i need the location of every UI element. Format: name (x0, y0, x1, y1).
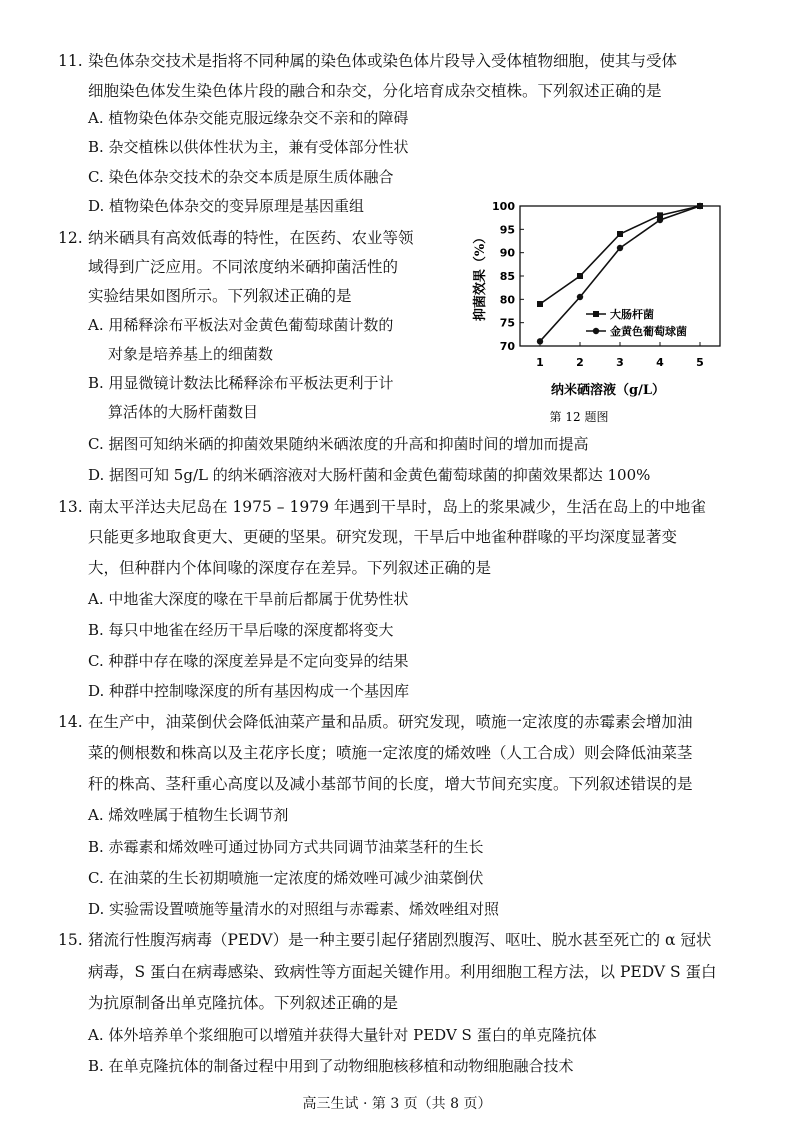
question-stem-line: 病毒，S 蛋白在病毒感染、致病性等方面起关键作用。利用细胞工程方法，以 PEDV S 蛋白 (88, 963, 717, 981)
option-d: D. 实验需设置喷施等量清水的对照组与赤霉素、烯效唑组对照 (88, 900, 500, 918)
y-tick-label: 85 (499, 270, 515, 283)
question-stem-line: 细胞染色体发生染色体片段的融合和杂交，分化培育成杂交植株。下列叙述正确的是 (88, 82, 662, 100)
question-stem-line: 猪流行性腹泻病毒（PEDV）是一种主要引起仔猪剧烈腹泻、呕吐、脱水甚至死亡的 α 冠状 (88, 931, 712, 949)
question-number: 15. (58, 931, 83, 949)
data-point-square (617, 231, 623, 237)
chart-x-axis-label: 纳米硒溶液（g/L） (551, 383, 665, 398)
question-number: 12. (58, 229, 83, 247)
y-tick-label: 90 (499, 246, 515, 260)
question-stem-line: 纳米硒具有高效低毒的特性，在医药、农业等领 (88, 229, 414, 247)
series-line-2 (540, 206, 700, 341)
x-tick-label: 4 (656, 356, 664, 369)
option-c: C. 种群中存在喙的深度差异是不定向变异的结果 (88, 652, 409, 670)
question-stem-line: 实验结果如图所示。下列叙述正确的是 (88, 287, 352, 305)
option-c: C. 在油菜的生长初期喷施一定浓度的烯效唑可减少油菜倒伏 (88, 869, 484, 887)
question-number: 11. (58, 52, 83, 70)
option-a: A. 中地雀大深度的喙在干旱前后都属于优势性状 (88, 590, 409, 608)
data-point-circle (577, 294, 583, 300)
x-tick-label: 1 (536, 356, 544, 369)
question-stem-line: 染色体杂交技术是指将不同种属的染色体或染色体片段导入受体植物细胞，使其与受体 (88, 52, 678, 70)
question-stem-line: 为抗原制备出单克隆抗体。下列叙述正确的是 (88, 994, 399, 1012)
question-stem-line: 在生产中，油菜倒伏会降低油菜产量和品质。研究发现，喷施一定浓度的赤霉素会增加油 (88, 713, 693, 731)
option-a-continued: 对象是培养基上的细菌数 (108, 345, 274, 363)
option-d: D. 据图可知 5g/L 的纳米硒溶液对大肠杆菌和金黄色葡萄球菌的抑菌效果都达 100% (88, 466, 651, 484)
chart-ticks (492, 200, 704, 369)
option-b-continued: 算活体的大肠杆菌数目 (108, 403, 259, 421)
option-b: B. 赤霉素和烯效唑可通过协同方式共同调节油菜茎秆的生长 (88, 838, 484, 856)
option-a: A. 体外培养单个浆细胞可以增殖并获得大量针对 PEDV S 蛋白的单克隆抗体 (88, 1026, 597, 1044)
question-stem-line: 秆的株高、茎秆重心高度以及减小基部节间的长度，增大节间充实度。下列叙述错误的是 (88, 775, 693, 793)
option-a: A. 烯效唑属于植物生长调节剂 (88, 806, 289, 824)
option-d: D. 种群中控制喙深度的所有基因构成一个基因库 (88, 682, 410, 700)
y-tick-label: 80 (499, 293, 515, 307)
series-line-1 (540, 206, 700, 304)
data-point-circle (537, 338, 543, 344)
data-point-circle (697, 203, 703, 209)
option-d: D. 植物染色体杂交的变异原理是基因重组 (88, 197, 365, 215)
question-stem-line: 南太平洋达夫尼岛在 1975 – 1979 年遇到干旱时，岛上的浆果减少，生活在岛上的中地雀 (88, 498, 706, 516)
option-a: A. 植物染色体杂交能克服远缘杂交不亲和的障碍 (88, 109, 409, 127)
question-stem-line: 菜的侧根数和株高以及主花序长度；喷施一定浓度的烯效唑（人工合成）则会降低油菜茎 (88, 744, 693, 762)
question-stem-line: 域得到广泛应用。不同浓度纳米硒抑菌活性的 (88, 258, 399, 276)
legend-label: 大肠杆菌 (610, 308, 654, 321)
option-b: B. 杂交植株以供体性状为主，兼有受体部分性状 (88, 138, 409, 156)
option-b: B. 在单克隆抗体的制备过程中用到了动物细胞核移植和动物细胞融合技术 (88, 1057, 574, 1075)
x-tick-label: 3 (616, 356, 624, 369)
question-stem-line: 大，但种群内个体间喙的深度存在差异。下列叙述正确的是 (88, 559, 492, 577)
chart-y-axis-label: 抑菌效果（%） (473, 230, 488, 322)
question-number: 14. (58, 713, 83, 731)
option-b: B. 用显微镜计数法比稀释涂布平板法更利于计 (88, 374, 394, 392)
data-point-square (537, 301, 543, 307)
page-footer: 高三生试 · 第 3 页（共 8 页） (302, 1096, 492, 1112)
y-tick-label: 70 (499, 340, 515, 353)
legend-marker-circle (593, 328, 599, 334)
chart-legend (586, 307, 687, 338)
legend-marker-square (593, 311, 599, 317)
chart (458, 196, 748, 456)
y-tick-label: 75 (499, 316, 515, 330)
figure-caption: 第 12 题图 (549, 410, 609, 424)
legend-label: 金黄色葡萄球菌 (610, 325, 687, 338)
option-a: A. 用稀释涂布平板法对金黄色葡萄球菌计数的 (88, 316, 394, 334)
chart-series (537, 203, 703, 345)
y-tick-label: 100 (492, 200, 515, 213)
option-c: C. 染色体杂交技术的杂交本质是原生质体融合 (88, 168, 394, 186)
option-b: B. 每只中地雀在经历干旱后喙的深度都将变大 (88, 621, 394, 639)
figure-q12 (458, 196, 748, 456)
y-tick-label: 95 (499, 223, 515, 237)
x-tick-label: 2 (576, 356, 584, 369)
question-number: 13. (58, 498, 83, 516)
x-tick-label: 5 (696, 356, 704, 369)
data-point-square (577, 273, 583, 279)
option-c: C. 据图可知纳米硒的抑菌效果随纳米硒浓度的升高和抑菌时间的增加而提高 (88, 435, 589, 453)
question-stem-line: 只能更多地取食更大、更硬的坚果。研究发现，干旱后中地雀种群喙的平均深度显著变 (88, 528, 678, 546)
data-point-circle (657, 217, 663, 223)
data-point-circle (617, 245, 623, 251)
